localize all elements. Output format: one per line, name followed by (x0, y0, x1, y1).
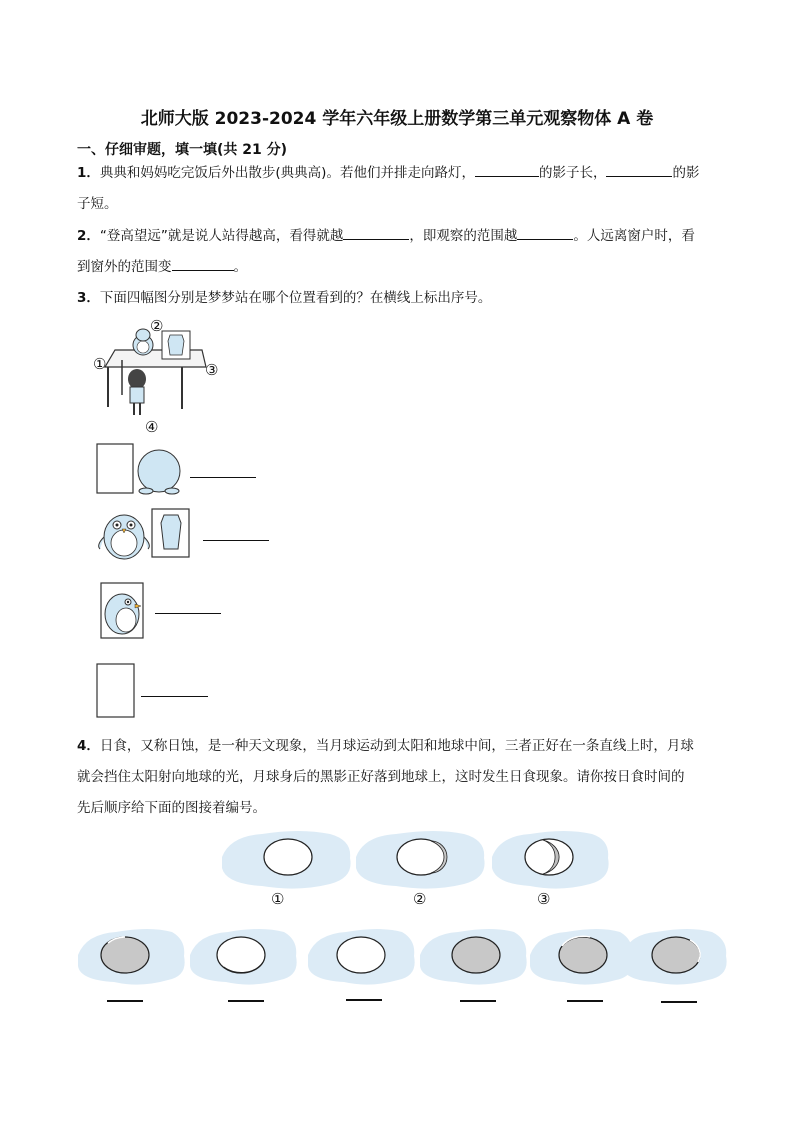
q3-number: 3． (77, 290, 100, 306)
q2-text-3: 。人远离窗户时，看 (573, 228, 695, 244)
q4-text-line-1: 日食，又称日蚀，是一种天文现象，当月球运动到太阳和地球中间，三者正好在一条直线上时，月球 (99, 738, 694, 754)
q1-text-2: 的影子长， (538, 165, 607, 181)
q4-stage-d (420, 929, 527, 985)
q2-number: 2． (77, 228, 100, 244)
page-title: 北师大版 2023-2024 学年六年级上册数学第三单元观察物体 A 卷 (140, 109, 654, 129)
q3-position-3: ③ (205, 361, 219, 379)
section-heading: 一、仔细审题，填一填(共 21 分) (77, 142, 288, 158)
q4-label-3: ③ (537, 890, 551, 908)
q1-text-1: 典典和妈妈吃完饭后外出散步(典典高)。若他们并排走向路灯， (99, 165, 475, 181)
q4-answer-line-a[interactable] (107, 1000, 143, 1002)
q2-text-2: ，即观察的范围越 (409, 228, 518, 244)
q1-text-3: 的影 (672, 165, 700, 181)
q4-stage-e (530, 929, 633, 985)
q4-text-line-2: 就会挡住太阳射向地球的光，月球身后的黑影正好落到地球上，这时发生日食现象。请你按日食时间的 (77, 769, 685, 785)
q3-text: 下面四幅图分别是梦梦站在哪个位置看到的？在横线上标出序号。 (99, 290, 492, 306)
q3-position-4: ④ (145, 418, 159, 436)
q4-answer-line-e[interactable] (567, 1000, 603, 1002)
q4-answer-line-f[interactable] (661, 1001, 697, 1003)
q4-label-2: ② (413, 890, 427, 908)
q2-text-1: “登高望远”就是说人站得越高，看得就越 (99, 228, 344, 244)
q3-position-2: ② (150, 317, 164, 335)
q4-text-line-3: 先后顺序给下面的图接着编号。 (77, 800, 266, 816)
q2-text-4: 到窗外的范围变 (77, 259, 172, 275)
q4-answer-line-c[interactable] (346, 999, 382, 1001)
q1-text-4: 子短。 (77, 196, 118, 212)
q2-text-5: 。 (233, 259, 247, 275)
q4-label-1: ① (271, 890, 285, 908)
q4-answer-line-d[interactable] (460, 1000, 496, 1002)
q4-stage-a (78, 929, 185, 985)
q1-number: 1． (77, 165, 100, 181)
q4-stage-c (308, 929, 415, 985)
q4-stage-b (190, 929, 297, 985)
q3-position-1: ① (93, 355, 107, 373)
q4-number: 4． (77, 738, 100, 754)
q4-stage-f (622, 929, 727, 985)
q4-answer-line-b[interactable] (228, 1000, 264, 1002)
